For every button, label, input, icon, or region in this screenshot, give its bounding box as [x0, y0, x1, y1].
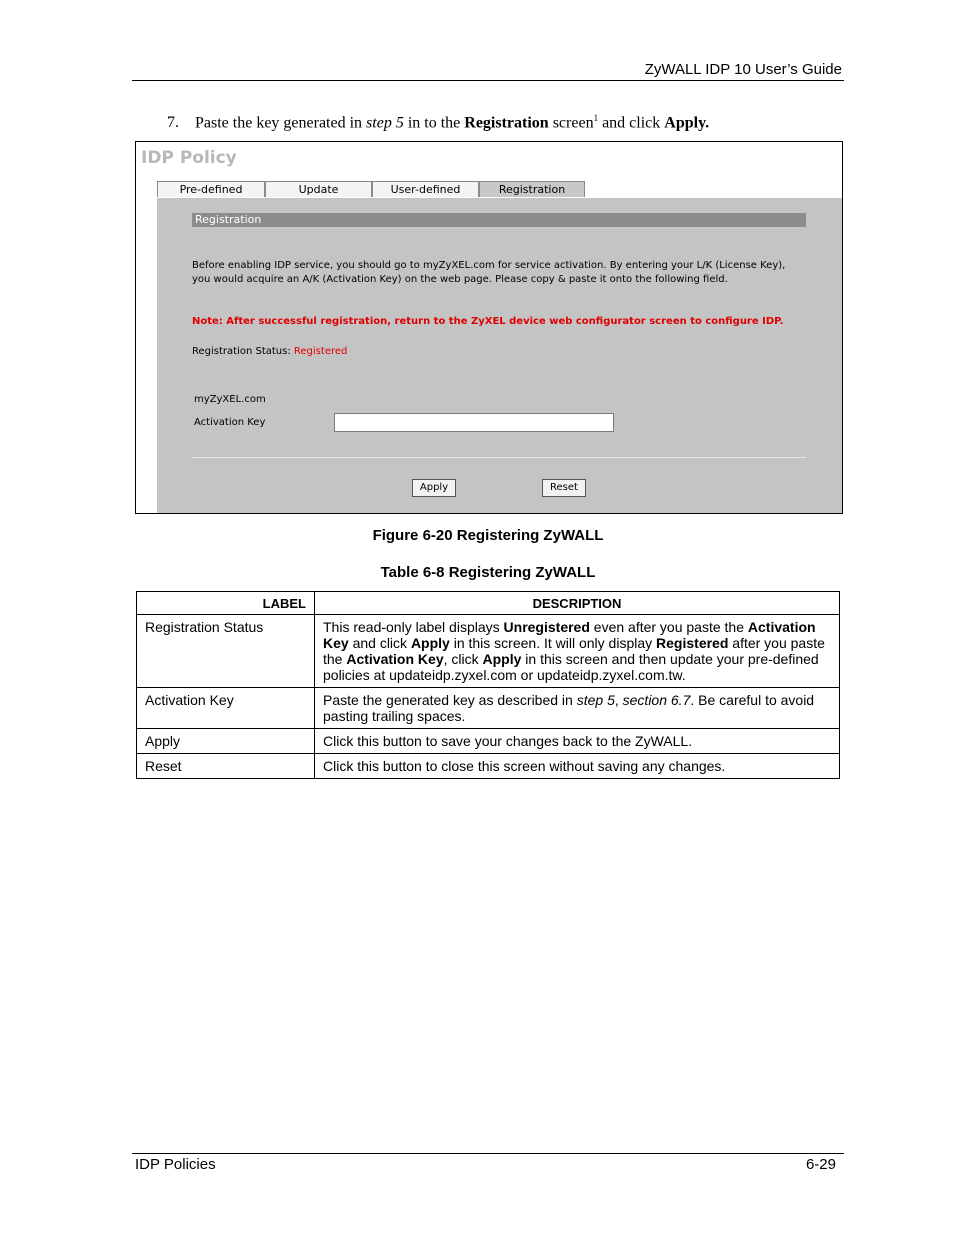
step-text-a: Paste the key generated in — [195, 114, 367, 132]
desc-text: , — [614, 692, 623, 708]
desc-text: Paste the generated key as described in — [323, 692, 577, 708]
desc-text: even after you paste the — [589, 619, 748, 635]
desc-italic: step 5 — [576, 692, 615, 708]
screen-title: IDP Policy — [141, 148, 237, 168]
info-text: Before enabling IDP service, you should go to myZyXEL.com for service activation. By entering your L/K (License Key), you would acquire an A/K (Activation Key) on the web page. Please copy & paste it onto the following field. — [192, 260, 786, 285]
figure-caption: Figure 6-20 Registering ZyWALL — [372, 527, 604, 544]
table-caption: Table 6-8 Registering ZyWALL — [380, 564, 596, 581]
desc-bold: Apply — [410, 635, 450, 651]
idp-policy-screenshot — [135, 141, 843, 514]
status-value: Registered — [293, 346, 348, 357]
note-text: Note: After successful registration, return to the ZyXEL device web configurator screen to configure IDP. — [192, 316, 784, 327]
separator — [192, 457, 806, 458]
activation-key-input[interactable] — [334, 413, 614, 432]
desc-text: . Be careful to avoid pasting trailing spaces. — [323, 692, 815, 724]
step-number: 7. — [167, 114, 179, 132]
row-description: Click this button to close this screen without saving any changes. — [315, 754, 840, 779]
desc-italic: section 6.7 — [622, 692, 691, 708]
tab-registration[interactable]: Registration — [479, 181, 585, 197]
tab-user-defined[interactable]: User-defined — [372, 181, 479, 197]
desc-text: This read-only label displays — [323, 619, 504, 635]
desc-bold: Activation Key — [323, 619, 816, 651]
row-description — [315, 615, 840, 688]
desc-bold: Unregistered — [503, 619, 590, 635]
tab-pre-defined[interactable]: Pre-defined — [157, 181, 265, 197]
registration-status — [192, 346, 347, 357]
tab-bar — [157, 181, 585, 198]
step-ref: step 5 — [366, 114, 404, 132]
desc-text: , click — [443, 651, 483, 667]
status-label: Registration Status: — [192, 346, 291, 357]
header-description: DESCRIPTION — [315, 592, 840, 615]
activation-key-label: Activation Key — [194, 417, 266, 428]
footer-section: IDP Policies — [135, 1156, 216, 1173]
desc-text: in this screen. It will only display — [449, 635, 657, 651]
table-header-row — [137, 592, 840, 615]
desc-text: and click — [348, 635, 411, 651]
step-registration: Registration — [464, 114, 549, 132]
section-bar: Registration — [192, 213, 806, 227]
row-label: Reset — [137, 754, 315, 779]
step-text-e: screen — [548, 114, 594, 132]
step-text-c: in to the — [403, 114, 465, 132]
desc-text: in this screen and then update your pre-defined policies at updateidp.zyxel.com or updateidp.zyxel.com.tw. — [323, 651, 819, 683]
desc-text: after you paste the — [323, 635, 825, 667]
footer-page-number: 6-29 — [805, 1156, 836, 1173]
tab-update[interactable]: Update — [265, 181, 372, 197]
step-apply: Apply. — [664, 114, 710, 132]
apply-button[interactable]: Apply — [412, 479, 456, 497]
row-description — [315, 688, 840, 729]
header-rule — [132, 80, 844, 81]
reset-button[interactable]: Reset — [542, 479, 586, 497]
step-text-f: and click — [598, 114, 665, 132]
row-label: Activation Key — [137, 688, 315, 729]
footer-rule — [132, 1153, 844, 1154]
footnote-marker: 1 — [593, 113, 599, 123]
site-label: myZyXEL.com — [194, 394, 266, 405]
row-label: Apply — [137, 729, 315, 754]
table-row — [137, 615, 840, 688]
step-instruction — [167, 113, 709, 132]
desc-bold: Activation Key — [346, 651, 444, 667]
guide-title: ZyWALL IDP 10 User’s Guide — [644, 61, 842, 78]
desc-bold: Apply — [482, 651, 522, 667]
table-row — [137, 754, 840, 779]
row-label: Registration Status — [137, 615, 315, 688]
row-description: Click this button to save your changes back to the ZyWALL. — [315, 729, 840, 754]
header-label: LABEL — [137, 592, 315, 615]
description-table — [136, 591, 840, 779]
desc-bold: Registered — [656, 635, 729, 651]
table-row — [137, 688, 840, 729]
registration-panel — [157, 198, 842, 513]
table-row — [137, 729, 840, 754]
